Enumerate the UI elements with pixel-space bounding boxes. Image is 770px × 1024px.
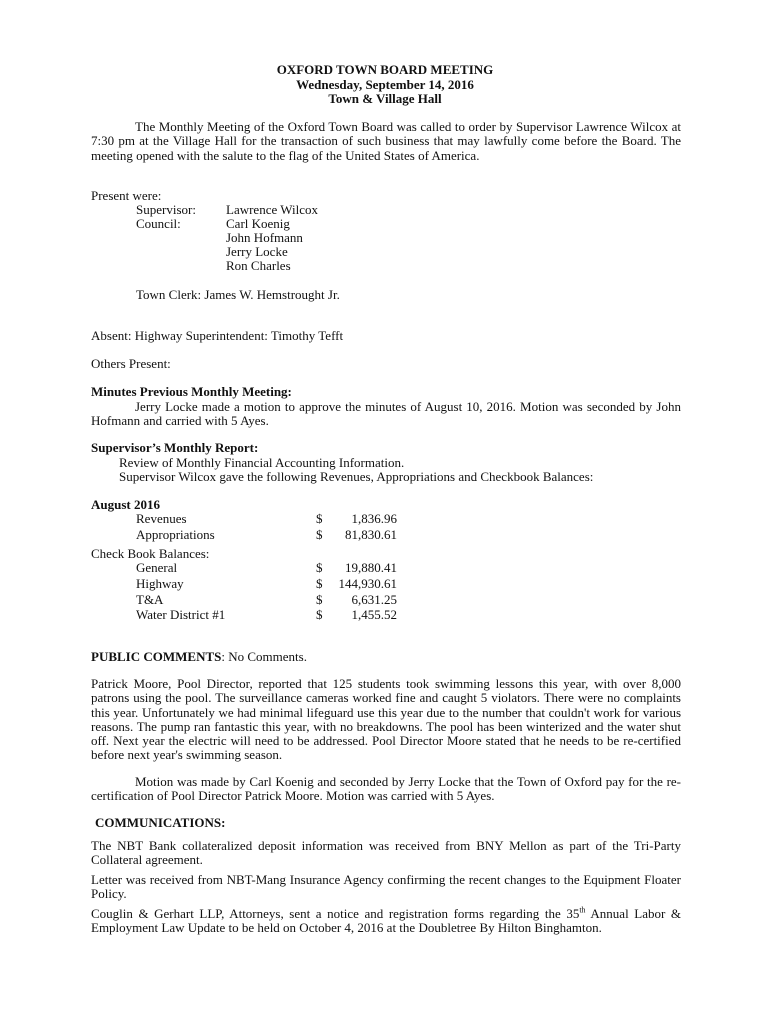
balance-label: Water District #1: [136, 607, 226, 622]
supervisor-report-line: Review of Monthly Financial Accounting Information.: [119, 455, 405, 470]
meeting-date: Wednesday, September 14, 2016: [296, 77, 474, 92]
check-book-heading: Check Book Balances:: [91, 546, 210, 561]
financial-label: Revenues: [136, 511, 187, 526]
financial-label: Appropriations: [136, 527, 215, 542]
supervisor-name: Lawrence Wilcox: [226, 202, 318, 217]
council-member: Ron Charles: [226, 258, 291, 273]
absent-line: Absent: Highway Superintendent: Timothy Tefft: [91, 328, 344, 343]
communication-item: Letter was received from NBT-Mang Insurance Agency confirming the recent changes to the Equipment Floater Policy.: [91, 872, 681, 902]
communication-item: The NBT Bank collateralized deposit information was received from BNY Mellon as part of the Tri-Party Collateral agreement.: [91, 838, 681, 868]
intro-paragraph: The Monthly Meeting of the Oxford Town Board was called to order by Supervisor Lawrence Wilcox at 7:30 pm at the Village Hall for the transaction of such business that may lawfully come before the Board. The meeting opened with the salute to the flag of the United States of America.: [91, 119, 681, 163]
balance-amount: $ 1,455.52: [316, 607, 397, 622]
balance-amount: $ 144,930.61: [316, 576, 397, 591]
communication-item: Couglin & Gerhart LLP, Attorneys, sent a notice and registration forms regarding the 35th Annual Labor & Employment Law Update to be held on October 4, 2016 at the Doubletree By Hilton Binghamton.: [91, 905, 681, 936]
pool-report: Patrick Moore, Pool Director, reported that 125 students took swimming lessons this year, with over 8,000 patrons using the pool. The surveillance cameras worked fine and caught 5 violators. There were no complaints this year. Unfortunately we had minimal lifeguard use this year due to the number that couldn't work for various reasons. The pump ran fantastic this year, with no breakdowns. The pool has been winterized and the water shut off. Next year the electric will need to be addressed. Pool Director Moore stated that he needs to be re-certified before next year's swimming season.: [91, 676, 681, 763]
meeting-location: Town & Village Hall: [328, 91, 442, 106]
public-comments-label: PUBLIC COMMENTS: [91, 649, 222, 664]
supervisor-report-line: Supervisor Wilcox gave the following Revenues, Appropriations and Checkbook Balances:: [119, 469, 594, 484]
balance-amount: $ 19,880.41: [316, 560, 397, 575]
supervisor-report-heading: Supervisor’s Monthly Report:: [91, 440, 259, 455]
communications-heading: COMMUNICATIONS:: [95, 815, 226, 830]
town-clerk: Town Clerk: James W. Hemstrought Jr.: [136, 287, 340, 302]
council-member: Jerry Locke: [226, 244, 288, 259]
others-present: Others Present:: [91, 356, 171, 371]
supervisor-label: Supervisor:: [136, 202, 196, 217]
balance-label: T&A: [136, 592, 164, 607]
financial-month: August 2016: [91, 497, 160, 512]
minutes-text: Jerry Locke made a motion to approve the minutes of August 10, 2016. Motion was seconded by John Hofmann and carried with 5 Ayes.: [91, 399, 681, 429]
title-line: OXFORD TOWN BOARD MEETING: [276, 62, 494, 77]
council-label: Council:: [136, 216, 181, 231]
council-member: Carl Koenig: [226, 216, 290, 231]
pool-motion: Motion was made by Carl Koenig and seconded by Jerry Locke that the Town of Oxford pay for the re-certification of Pool Director Patrick Moore. Motion was carried with 5 Ayes.: [91, 774, 681, 804]
financial-amount: $ 1,836.96: [316, 511, 397, 526]
balance-label: Highway: [136, 576, 184, 591]
public-comments-text: : No Comments.: [221, 649, 307, 664]
council-member: John Hofmann: [226, 230, 303, 245]
present-heading: Present were:: [91, 188, 162, 203]
balance-label: General: [136, 560, 178, 575]
public-comments: [91, 650, 307, 664]
balance-amount: $ 6,631.25: [316, 592, 397, 607]
minutes-heading: Minutes Previous Monthly Meeting:: [91, 384, 292, 399]
financial-amount: $ 81,830.61: [316, 527, 397, 542]
